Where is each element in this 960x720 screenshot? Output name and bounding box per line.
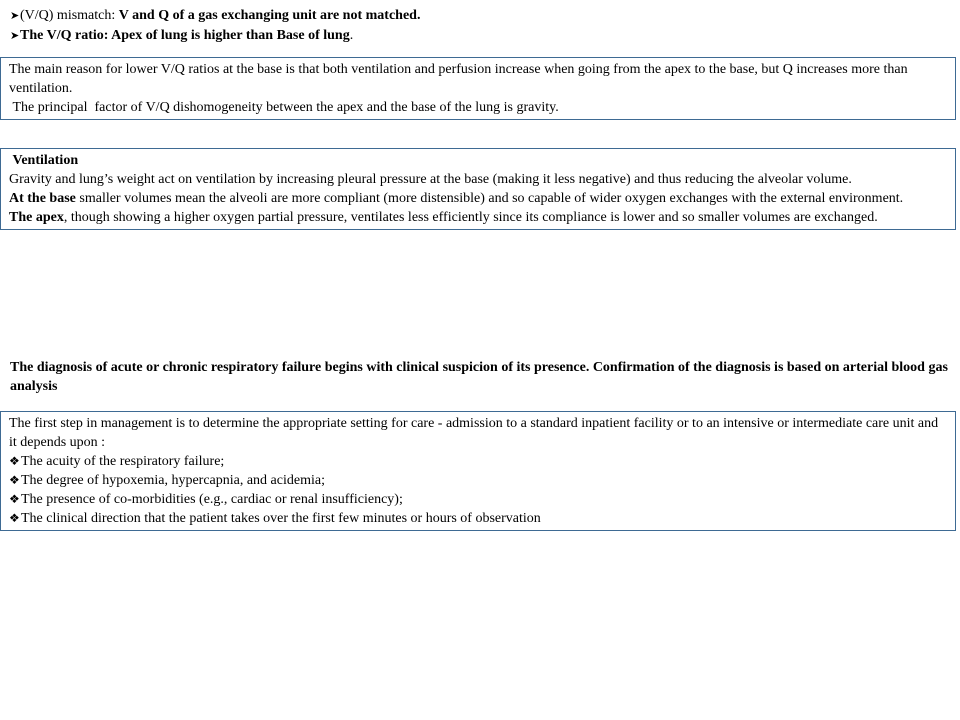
apex-paragraph <box>9 208 947 227</box>
base-paragraph <box>9 189 947 208</box>
management-intro: The first step in management is to determine the appropriate setting for care - admission to a standard inpatient facility or to an intensive or intermediate care unit and it depends upon : <box>9 416 939 450</box>
diamond-bullet-icon: ❖ <box>9 511 20 525</box>
apex-text: , though showing a higher oxygen partial pressure, ventilates less efficiently since its compliance is lower and so smaller volumes are exchanged. <box>63 210 878 225</box>
list-item-text: The degree of hypoxemia, hypercapnia, and acidemia; <box>21 473 325 488</box>
gravity-effect-text: Gravity and lung’s weight act on ventilation by increasing pleural pressure at the base (making it less negative) and thus reducing the alveolar volume. <box>9 172 852 187</box>
vq-reason-box <box>0 57 956 120</box>
list-item-text: The presence of co-morbidities (e.g., cardiac or renal insufficiency); <box>21 492 403 507</box>
list-item <box>9 452 947 471</box>
list-item <box>9 471 947 490</box>
diamond-bullet-icon: ❖ <box>9 473 20 487</box>
base-label: At the base <box>9 191 76 206</box>
mismatch-prefix: (V/Q) mismatch: <box>20 8 119 23</box>
list-item-text: The clinical direction that the patient takes over the first few minutes or hours of observation <box>21 511 541 526</box>
arrow-bullet-icon: ➤ <box>10 30 20 42</box>
mismatch-line <box>10 6 950 26</box>
ratio-statement: The V/Q ratio: Apex of lung is higher than Base of lung <box>20 28 350 43</box>
ratio-period: . <box>349 28 354 43</box>
list-item <box>9 509 947 528</box>
vq-reason-text: The main reason for lower V/Q ratios at the base is that both ventilation and perfusion increase when going from the apex to the base, but Q increases more than ventilation. <box>9 62 908 96</box>
header-statements <box>10 6 950 46</box>
diamond-bullet-icon: ❖ <box>9 454 20 468</box>
diagnosis-statement: The diagnosis of acute or chronic respiratory failure begins with clinical suspicion of its presence. Confirmation of the diagnosis is based on arterial blood gas analysis <box>10 360 948 394</box>
management-box <box>0 411 956 531</box>
ventilation-heading: Ventilation <box>9 153 79 168</box>
list-item <box>9 490 947 509</box>
base-text: smaller volumes mean the alveoli are more compliant (more distensible) and so capable of wider oxygen exchanges with the external environment. <box>75 191 904 206</box>
diamond-bullet-icon: ❖ <box>9 492 20 506</box>
list-item-text: The acuity of the respiratory failure; <box>21 454 225 469</box>
mismatch-definition: V and Q of a gas exchanging unit are not matched. <box>118 8 421 23</box>
arrow-bullet-icon: ➤ <box>10 10 20 22</box>
ratio-line <box>10 26 950 46</box>
ventilation-box <box>0 148 956 230</box>
apex-label: The apex <box>9 210 64 225</box>
gravity-factor-text: The principal factor of V/Q dishomogeneity between the apex and the base of the lung is gravity. <box>9 100 559 115</box>
